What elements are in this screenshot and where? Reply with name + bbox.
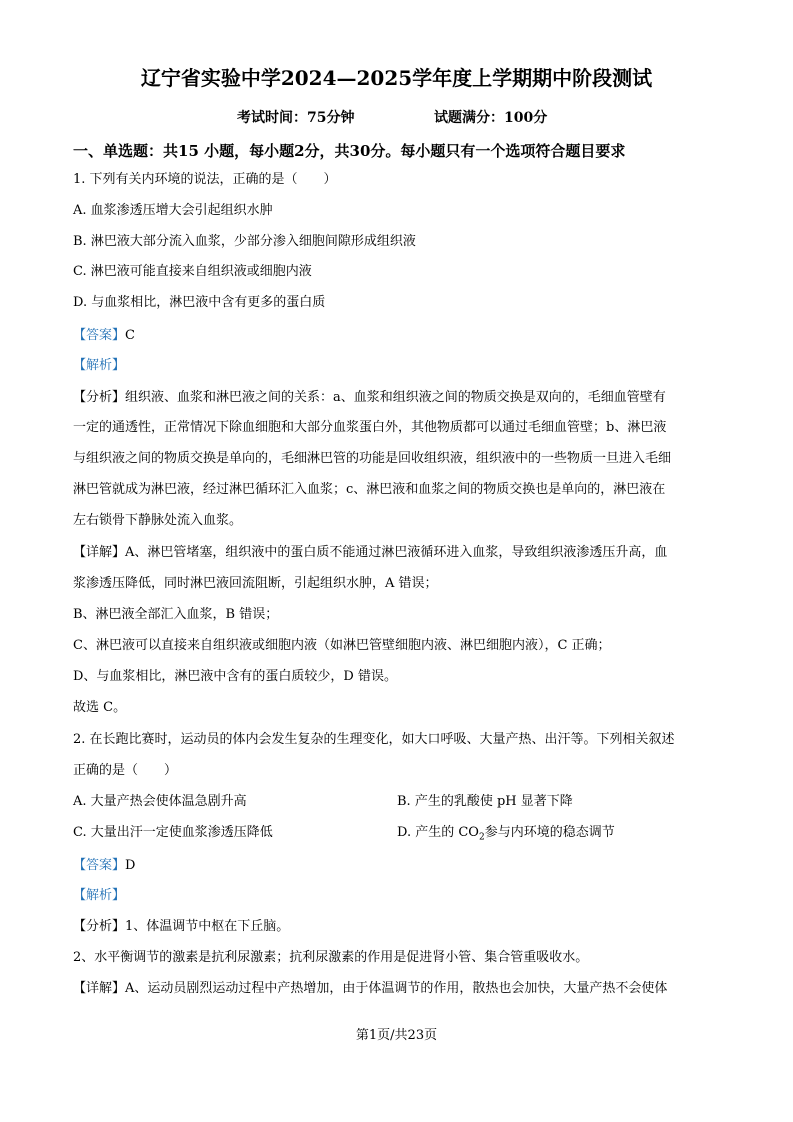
q1-option-d: D. 与血浆相比，淋巴液中含有更多的蛋白质 [73,295,326,310]
q1-detail-line: D、与血浆相比，淋巴液中含有的蛋白质较少，D 错误。 [73,669,397,684]
q2-answer [73,858,135,874]
q1-option-a: A. 血浆渗透压增大会引起组织水肿 [73,203,273,218]
q2-option-d [397,825,615,846]
full-score: 试题满分：100分 [434,110,548,126]
q1-stem: 1. 下列有关内环境的说法，正确的是（ ） [73,172,337,187]
q2-stem: 2. 在长跑比赛时，运动员的体内会发生复杂的生理变化，如大口呼吸、大量产热、出汗等。下列相关叙述 [73,732,675,747]
answer-tag: 【答案】 [73,328,126,343]
q2-analysis-line: 【分析】1、体温调节中枢在下丘脑。 [73,919,290,934]
q1-analysis-line: 一定的通透性，正常情况下除血细胞和大部分血浆蛋白外，其他物质都可以通过毛细血管壁；b、淋巴液 [73,420,667,435]
q2-option-d-text: D. 产生的 CO [397,825,479,840]
q1-detail-line: C、淋巴液可以直接来自组织液或细胞内液（如淋巴管壁细胞内液、淋巴细胞内液），C 正确； [73,638,611,653]
q1-detail-line: 浆渗透压降低，同时淋巴液回流阻断，引起组织水肿，A 错误； [73,576,438,591]
answer-value: C [125,328,135,343]
q1-detail-line: B、淋巴液全部汇入血浆，B 错误； [73,607,279,622]
exam-time: 考试时间：75分钟 [237,110,355,126]
page-footer: 第1页/共23页 [355,1028,438,1043]
q2-option-c: C. 大量出汗一定使血浆渗透压降低 [73,825,273,840]
q2-option-d-text: 参与内环境的稳态调节 [484,825,615,840]
q2-detail-line: 【详解】A、运动员剧烈运动过程中产热增加，由于体温调节的作用，散热也会加快，大量产热不会使体 [73,981,668,996]
answer-value: D [125,858,136,873]
q2-analysis-tag: 【解析】 [73,888,126,903]
q1-option-c: C. 淋巴液可能直接来自组织液或细胞内液 [73,264,312,279]
q1-answer [73,328,135,344]
q1-detail-line: 【详解】A、淋巴管堵塞，组织液中的蛋白质不能通过淋巴液循环进入血浆，导致组织液渗透压升高，血 [73,545,668,560]
q1-analysis-line: 淋巴管就成为淋巴液，经过淋巴循环汇入血浆；c、淋巴液和血浆之间的物质交换也是单向的，淋巴液在 [73,482,666,497]
q1-option-b: B. 淋巴液大部分流入血浆，少部分渗入细胞间隙形成组织液 [73,234,416,249]
q1-analysis-line: 与组织液之间的物质交换是单向的，毛细淋巴管的功能是回收组织液，组织液中的一些物质一旦进入毛细 [73,451,672,466]
section-heading: 一、单选题：共15 小题，每小题2分，共30分。每小题只有一个选项符合题目要求 [73,142,626,160]
subscript: 2 [478,832,485,843]
q1-conclusion: 故选 C。 [73,700,127,715]
q1-analysis-tag: 【解析】 [73,358,126,373]
answer-tag: 【答案】 [73,858,126,873]
q1-analysis-line: 左右锁骨下静脉处流入血浆。 [73,513,243,528]
q2-analysis-line: 2、水平衡调节的激素是抗利尿激素；抗利尿激素的作用是促进肾小管、集合管重吸收水。 [73,950,589,965]
q2-stem-cont: 正确的是（ ） [73,763,178,778]
q2-option-a: A. 大量产热会使体温急剧升高 [73,794,247,809]
q2-option-b: B. 产生的乳酸使 pH 显著下降 [397,794,573,809]
q1-analysis-line: 【分析】组织液、血浆和淋巴液之间的关系：a、血浆和组织液之间的物质交换是双向的，毛细血管壁有 [73,390,666,405]
exam-title: 辽宁省实验中学2024—2025学年度上学期期中阶段测试 [140,66,653,90]
